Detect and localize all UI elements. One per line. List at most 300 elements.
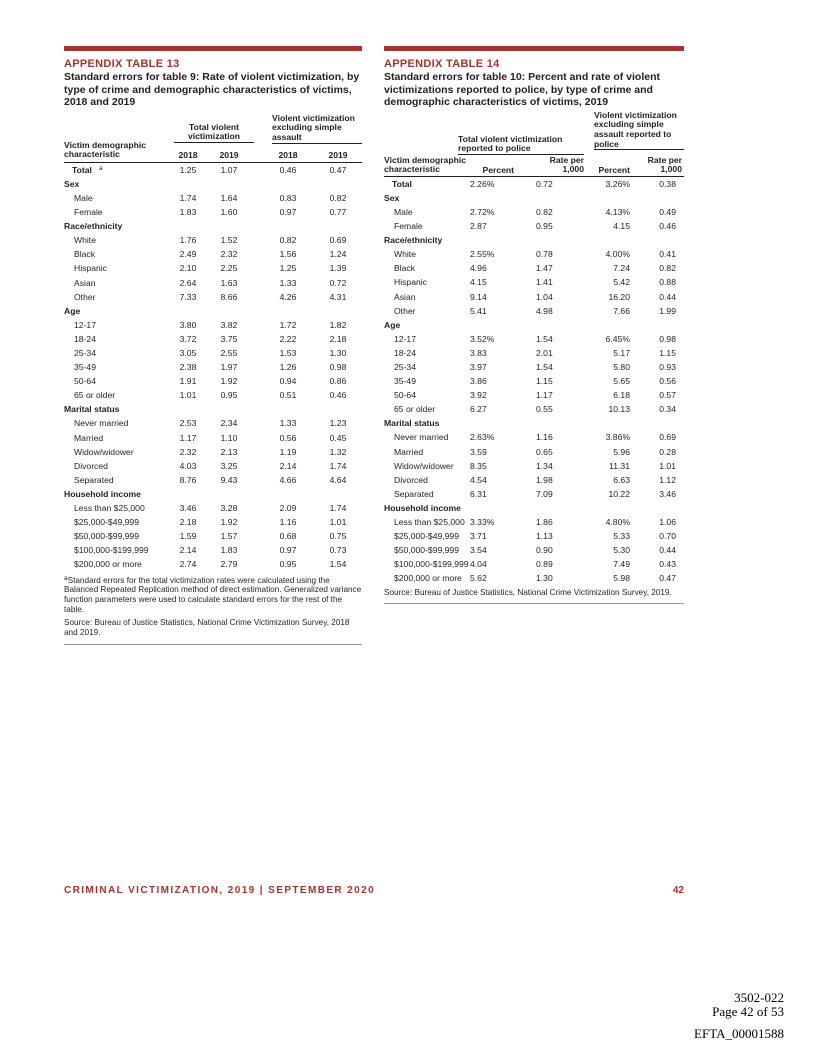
table-13-data-row xyxy=(64,445,362,459)
table-cell: 1.56 xyxy=(279,249,297,260)
table-cell: 0.83 xyxy=(279,192,297,203)
table-cell: 0.49 xyxy=(659,206,676,217)
table-cell: 0.86 xyxy=(329,376,347,387)
row-label: 18-24 xyxy=(74,333,96,344)
table-cell: 4.96 xyxy=(470,263,487,274)
table-cell: 3.82 xyxy=(220,319,238,330)
table-cell: 2.09 xyxy=(279,503,297,514)
row-label: 65 or older xyxy=(74,390,116,401)
table-cell: 2.55 xyxy=(220,348,238,358)
table-cell: 3.46 xyxy=(179,503,197,514)
row-label: $50,000-$99,999 xyxy=(394,545,459,556)
table-13-footnote-text: Standard errors for the total victimization rates were calculated using the Balanced Repeated Replication method of direct estimation. Generalized variance function parameters were used to calculate standard errors for the rest of the table. xyxy=(64,575,362,615)
table-14-section-row xyxy=(384,501,684,515)
table-cell: 1.54 xyxy=(536,333,553,344)
table-cell: 1.04 xyxy=(536,291,553,302)
row-label: Marital status xyxy=(64,404,120,415)
table-cell: 1.74 xyxy=(329,503,347,514)
table-cell: 0.46 xyxy=(659,221,676,232)
table-cell: 7.66 xyxy=(613,305,630,316)
table-cell: 0.77 xyxy=(329,207,347,218)
table-13-data-row xyxy=(64,191,362,205)
table-cell: 1.06 xyxy=(659,517,676,528)
row-label: Household income xyxy=(384,502,461,513)
table-cell: 4.13% xyxy=(605,206,630,217)
table-14-data-row xyxy=(384,473,684,487)
row-label: White xyxy=(74,235,96,246)
table-cell: 0.90 xyxy=(536,545,553,556)
table-cell: 0.43 xyxy=(659,559,676,570)
table-13-data-row xyxy=(64,261,362,275)
row-label: 12-17 xyxy=(394,333,416,344)
table-cell: 0.93 xyxy=(659,362,676,372)
table-cell: 1.10 xyxy=(220,432,238,443)
table-cell: 8.35 xyxy=(470,460,487,471)
table-14-data-row xyxy=(384,487,684,501)
table-13-data-row xyxy=(64,163,362,177)
table-cell: 0.46 xyxy=(279,164,297,175)
table-cell: 2.74 xyxy=(179,559,197,570)
table-cell: 1.24 xyxy=(329,249,347,260)
row-label: Hispanic xyxy=(394,277,427,288)
table-cell: 6.45% xyxy=(605,333,630,344)
table-cell: 1.57 xyxy=(220,531,238,542)
table-14-data-row xyxy=(384,374,684,388)
row-label: Less than $25,000 xyxy=(394,517,465,528)
table-cell: 5.42 xyxy=(613,277,630,288)
table-cell: 5.62 xyxy=(470,573,487,584)
table-13-data-row xyxy=(64,529,362,543)
table-13-data-row xyxy=(64,247,362,261)
table-cell: 2.32 xyxy=(179,446,197,457)
table-cell: 0.95 xyxy=(220,390,238,401)
row-label: Other xyxy=(394,305,416,316)
table-cell: 10.22 xyxy=(608,488,630,499)
row-label: Widow/widower xyxy=(74,446,134,457)
table-cell: 1.19 xyxy=(279,446,297,457)
table-cell: 4.98 xyxy=(536,305,553,316)
table-14-data-row xyxy=(384,247,684,261)
table-cell: 0.69 xyxy=(329,235,347,246)
table-13-section-row xyxy=(64,304,362,318)
table-cell: 0.88 xyxy=(659,277,676,288)
table-cell: 0.70 xyxy=(659,531,676,542)
table-cell: 1.41 xyxy=(536,277,553,288)
table-cell: 0.44 xyxy=(659,291,676,302)
footnote-marker: a xyxy=(64,574,68,582)
table-13-data-row xyxy=(64,416,362,430)
table-14-section-row xyxy=(384,416,684,430)
table-13-top-rule xyxy=(64,46,362,51)
table-14-data-row xyxy=(384,290,684,304)
row-label: Female xyxy=(74,207,103,218)
table-cell: 1.54 xyxy=(329,559,347,570)
table-14-grid xyxy=(384,111,684,605)
table-13-data-row xyxy=(64,205,362,219)
table-cell: 1.98 xyxy=(536,474,553,485)
table-cell: 0.41 xyxy=(659,249,676,260)
row-label: 35-49 xyxy=(394,376,416,387)
table-cell: 1.16 xyxy=(536,432,553,443)
table-14-colgroup-excluding: Violent victimization excluding simple assault reported to police xyxy=(594,111,684,150)
table-13-data-row xyxy=(64,557,362,571)
row-label: Male xyxy=(394,206,413,217)
table-13-number: APPENDIX TABLE 13 xyxy=(64,58,180,70)
table-cell: 1.74 xyxy=(179,192,197,203)
table-cell: 1.01 xyxy=(179,390,197,401)
table-13-data-row xyxy=(64,388,362,402)
row-label: 65 or older xyxy=(394,404,436,415)
row-label: Age xyxy=(384,319,401,330)
table-14-data-row xyxy=(384,388,684,402)
table-cell: 1.83 xyxy=(220,545,238,556)
table-cell: 2.87 xyxy=(470,221,487,232)
table-14-data-row xyxy=(384,430,684,444)
table-cell: 0.28 xyxy=(659,446,676,457)
table-cell: 3.92 xyxy=(470,390,487,401)
table-cell: 0.44 xyxy=(659,545,676,556)
table-13-year-4: 2019 xyxy=(328,149,348,160)
table-14-data-row xyxy=(384,346,684,360)
table-cell: 2.14 xyxy=(179,545,197,556)
page-of-count: Page 42 of 53 xyxy=(712,1004,784,1019)
table-13-data-row xyxy=(64,501,362,515)
table-14-header xyxy=(384,111,684,177)
row-label: Sex xyxy=(64,178,80,189)
table-cell: 1.30 xyxy=(329,348,347,358)
table-14-body xyxy=(384,177,684,586)
table-14-notes xyxy=(384,586,684,604)
table-cell: 0.55 xyxy=(536,404,553,415)
table-cell: 0.45 xyxy=(329,432,347,443)
table-cell: 3.46 xyxy=(659,488,676,499)
table-cell: 3.59 xyxy=(470,446,487,457)
table-cell: 9.43 xyxy=(220,474,238,485)
table-cell: 3.86% xyxy=(605,432,630,443)
row-label: Age xyxy=(64,305,81,316)
table-cell: 2.34 xyxy=(220,418,238,429)
table-cell: 1.60 xyxy=(220,207,238,218)
table-cell: 1.54 xyxy=(536,362,553,372)
table-14-data-row xyxy=(384,459,684,473)
table-cell: 10.13 xyxy=(608,404,630,415)
table-14-section-row xyxy=(384,233,684,247)
table-14-data-row xyxy=(384,402,684,416)
table-13-section-row xyxy=(64,487,362,501)
table-cell: 1.39 xyxy=(329,263,347,274)
row-label: $25,000-$49,999 xyxy=(74,517,139,528)
table-cell: 1.30 xyxy=(536,573,553,584)
table-cell: 0.51 xyxy=(279,390,297,401)
table-14-data-row xyxy=(384,332,684,346)
table-cell: 0.78 xyxy=(536,249,553,260)
row-label: Household income xyxy=(64,488,141,499)
table-cell: 0.97 xyxy=(279,545,297,556)
table-cell: 4.54 xyxy=(470,474,487,485)
table-cell: 1.64 xyxy=(220,192,238,203)
table-cell: 0.69 xyxy=(659,432,676,443)
row-label: $100,000-$199,999 xyxy=(394,559,469,570)
table-cell: 1.76 xyxy=(179,235,197,246)
table-cell: 8.76 xyxy=(179,474,197,485)
row-label: Asian xyxy=(394,291,416,302)
table-cell: 1.34 xyxy=(536,460,553,471)
table-cell: 0.46 xyxy=(329,390,347,401)
table-cell: 1.86 xyxy=(536,517,553,528)
table-cell: 4.00% xyxy=(605,249,630,260)
table-cell: 2.01 xyxy=(536,347,553,358)
table-cell: 1.53 xyxy=(279,348,297,358)
table-cell: 1.26 xyxy=(279,362,297,373)
table-cell: 2.63% xyxy=(470,432,495,443)
table-cell: 0.73 xyxy=(329,545,347,556)
row-label: 12-17 xyxy=(74,319,96,330)
row-label: Widow/widower xyxy=(394,460,454,471)
table-cell: 16.20 xyxy=(608,291,630,302)
table-cell: 2.79 xyxy=(220,559,238,570)
table-cell: 1.83 xyxy=(179,207,197,218)
table-13-source: Source: Bureau of Justice Statistics, National Crime Victimization Survey, 2018 and 2019. xyxy=(64,618,350,638)
table-14-data-row xyxy=(384,205,684,219)
table-cell: 5.98 xyxy=(613,573,630,584)
table-cell: 3.54 xyxy=(470,545,487,556)
row-label: Hispanic xyxy=(74,263,107,274)
table-cell: 2.32 xyxy=(220,249,238,260)
table-cell: 6.63 xyxy=(613,474,630,485)
row-label: $50,000-$99,999 xyxy=(74,531,139,542)
table-cell: 1.15 xyxy=(659,347,676,358)
table-14-section-row xyxy=(384,191,684,205)
table-cell: 4.64 xyxy=(329,474,347,485)
table-cell: 1.15 xyxy=(536,376,553,387)
table-14-subhead-rate-2: Rate per 1,000 xyxy=(647,154,682,175)
row-label: Married xyxy=(394,446,424,457)
row-label: 18-24 xyxy=(394,347,416,358)
table-13-section-row xyxy=(64,219,362,233)
table-cell: 1.01 xyxy=(659,460,676,471)
table-cell: 3.71 xyxy=(470,531,487,542)
table-cell: 0.94 xyxy=(279,376,297,387)
table-14-top-rule xyxy=(384,46,684,51)
row-label: 50-64 xyxy=(74,376,96,387)
table-cell: 2.55% xyxy=(470,249,495,260)
appendix-table-14 xyxy=(384,46,684,604)
row-label: Asian xyxy=(74,277,96,288)
table-cell: 3.25 xyxy=(220,460,238,471)
table-cell: 0.98 xyxy=(659,333,676,344)
row-label: Black xyxy=(394,263,416,274)
row-label: 35-49 xyxy=(74,362,96,373)
table-14-title: Standard errors for table 10: Percent and rate of violent victimizations reported to police, by type of crime and demographic characteristics of victims, 2019 xyxy=(384,71,660,109)
table-14-data-row xyxy=(384,360,684,374)
table-cell: 0.82 xyxy=(329,192,347,203)
table-cell: 0.72 xyxy=(329,277,347,288)
table-cell: 5.30 xyxy=(613,545,630,556)
table-cell: 2.10 xyxy=(179,263,197,274)
table-cell: 2.22 xyxy=(279,333,297,344)
table-cell: 0.95 xyxy=(279,559,297,570)
table-14-data-row xyxy=(384,543,684,557)
row-label: 25-34 xyxy=(74,348,96,358)
table-cell: 2.13 xyxy=(220,446,238,457)
table-cell: 7.33 xyxy=(179,291,197,302)
table-cell: 2.18 xyxy=(329,333,347,344)
table-13-notes xyxy=(64,572,362,644)
row-label: Married xyxy=(74,432,104,443)
table-cell: 7.09 xyxy=(536,488,553,499)
table-13-data-row xyxy=(64,276,362,290)
row-label: 50-64 xyxy=(394,390,416,401)
table-cell: 0.82 xyxy=(279,235,297,246)
row-label: Race/ethnicity xyxy=(384,235,443,246)
table-cell: 2.14 xyxy=(279,460,297,471)
table-14-data-row xyxy=(384,261,684,275)
bates-number: EFTA_00001588 xyxy=(694,1026,784,1041)
table-cell: 0.98 xyxy=(329,362,347,373)
table-13-data-row xyxy=(64,290,362,304)
table-13-data-row xyxy=(64,515,362,529)
row-label: Total xyxy=(72,164,92,175)
table-cell: 5.41 xyxy=(470,305,487,316)
table-14-data-row xyxy=(384,529,684,543)
table-cell: 0.68 xyxy=(279,531,297,542)
table-cell: 1.74 xyxy=(329,460,347,471)
table-cell: 2.49 xyxy=(179,249,197,260)
row-label: Black xyxy=(74,249,96,260)
table-14-subhead-rate-1: Rate per 1,000 xyxy=(549,154,584,175)
row-label: Less than $25,000 xyxy=(74,503,145,514)
table-14-data-row xyxy=(384,304,684,318)
table-cell: 3.86 xyxy=(470,376,487,387)
table-13-title: Standard errors for table 9: Rate of violent victimization, by type of crime and demographic characteristics of victims, 2018 and 2019 xyxy=(64,71,360,109)
table-cell: 3.83 xyxy=(470,347,487,358)
table-13-year-2: 2019 xyxy=(219,149,239,160)
table-cell: 3.80 xyxy=(179,319,197,330)
table-cell: 0.97 xyxy=(279,207,297,218)
table-cell: 9.14 xyxy=(470,291,487,302)
row-label: $200,000 or more xyxy=(394,573,462,584)
appendix-table-13 xyxy=(64,46,362,645)
table-cell: 3.33% xyxy=(470,517,495,528)
page-number: 42 xyxy=(672,885,684,896)
table-cell: 0.89 xyxy=(536,559,553,570)
row-label: Never married xyxy=(394,432,449,443)
table-13-data-row xyxy=(64,346,362,360)
table-13-grid xyxy=(64,114,362,645)
table-cell: 6.18 xyxy=(613,390,630,401)
table-cell: 1.23 xyxy=(329,418,347,429)
table-14-subhead-percent-1: Percent xyxy=(482,164,514,175)
row-label: $100,000-$199,999 xyxy=(74,545,149,556)
table-13-footnote xyxy=(64,574,362,616)
table-cell: 1.92 xyxy=(220,517,238,528)
table-cell: 0.82 xyxy=(659,263,676,274)
running-title: CRIMINAL VICTIMIZATION, 2019 | SEPTEMBER 2020 xyxy=(64,885,376,896)
table-14-data-row xyxy=(384,515,684,529)
table-14-data-row xyxy=(384,219,684,233)
table-13-row-header: Victim demographic characteristic xyxy=(64,139,146,160)
table-13-data-row xyxy=(64,332,362,346)
row-label: Male xyxy=(74,192,93,203)
table-14-section-row xyxy=(384,318,684,332)
table-cell: 4.03 xyxy=(179,460,197,471)
row-label: Sex xyxy=(384,192,400,203)
row-label: Marital status xyxy=(384,418,440,429)
table-13-data-row xyxy=(64,543,362,557)
table-cell: 6.27 xyxy=(470,404,487,415)
table-cell: 1.59 xyxy=(179,531,197,542)
table-cell: 4.26 xyxy=(279,291,297,302)
table-13-data-row xyxy=(64,473,362,487)
table-cell: 3.28 xyxy=(220,503,238,514)
table-cell: 1.32 xyxy=(329,446,347,457)
table-cell: 3.72 xyxy=(179,333,197,344)
table-cell: 1.07 xyxy=(220,164,238,175)
table-14-data-row xyxy=(384,177,684,191)
table-13-colgroup-excluding: Violent victimization excluding simple assault xyxy=(272,114,362,144)
table-13-colgroup-total: Total violent victimization xyxy=(174,123,254,143)
row-label: Other xyxy=(74,291,96,302)
table-cell: 1.97 xyxy=(220,362,238,373)
table-cell: 8.66 xyxy=(220,291,238,302)
table-cell: 1.25 xyxy=(179,164,197,175)
table-cell: 1.33 xyxy=(279,418,297,429)
table-cell: 1.92 xyxy=(220,376,238,387)
table-cell: 1.63 xyxy=(220,277,238,288)
table-cell: 3.05 xyxy=(179,348,197,358)
row-label: Never married xyxy=(74,418,129,429)
table-cell: 3.26% xyxy=(605,178,630,189)
table-13-year-3: 2018 xyxy=(278,149,298,160)
table-14-subhead-percent-2: Percent xyxy=(598,164,630,175)
table-cell: 4.31 xyxy=(329,291,347,302)
table-14-number: APPENDIX TABLE 14 xyxy=(384,58,500,70)
table-13-section-row xyxy=(64,402,362,416)
table-cell: 4.15 xyxy=(470,277,487,288)
table-14-data-row xyxy=(384,275,684,289)
table-14-row-header: Victim demographic characteristic xyxy=(384,154,466,175)
row-label: Female xyxy=(394,221,423,232)
table-13-section-row xyxy=(64,177,362,191)
table-cell: 4.80% xyxy=(605,517,630,528)
row-label: Divorced xyxy=(74,460,108,471)
row-label: 25-34 xyxy=(394,362,416,372)
table-cell: 0.47 xyxy=(659,573,676,584)
row-label: Separated xyxy=(394,488,434,499)
table-cell: 4.04 xyxy=(470,559,487,570)
table-cell: 6.31 xyxy=(470,488,487,499)
table-cell: 0.47 xyxy=(329,164,347,175)
table-13-data-row xyxy=(64,233,362,247)
table-cell: 1.17 xyxy=(536,390,553,401)
table-cell: 2.26% xyxy=(470,178,495,189)
table-cell: 5.96 xyxy=(613,446,630,457)
footnote-marker: a xyxy=(99,164,103,172)
row-label: Divorced xyxy=(394,474,428,485)
table-13-body xyxy=(64,163,362,572)
row-label: $200,000 or more xyxy=(74,559,142,570)
table-cell: 4.66 xyxy=(279,474,297,485)
table-cell: 2.25 xyxy=(220,263,238,274)
table-13-data-row xyxy=(64,374,362,388)
table-cell: 4.15 xyxy=(613,221,630,232)
table-cell: 5.17 xyxy=(613,347,630,358)
table-cell: 0.38 xyxy=(659,178,676,189)
table-cell: 0.56 xyxy=(279,432,297,443)
table-cell: 0.56 xyxy=(659,376,676,387)
table-14-data-row xyxy=(384,571,684,585)
table-cell: 7.24 xyxy=(613,263,630,274)
